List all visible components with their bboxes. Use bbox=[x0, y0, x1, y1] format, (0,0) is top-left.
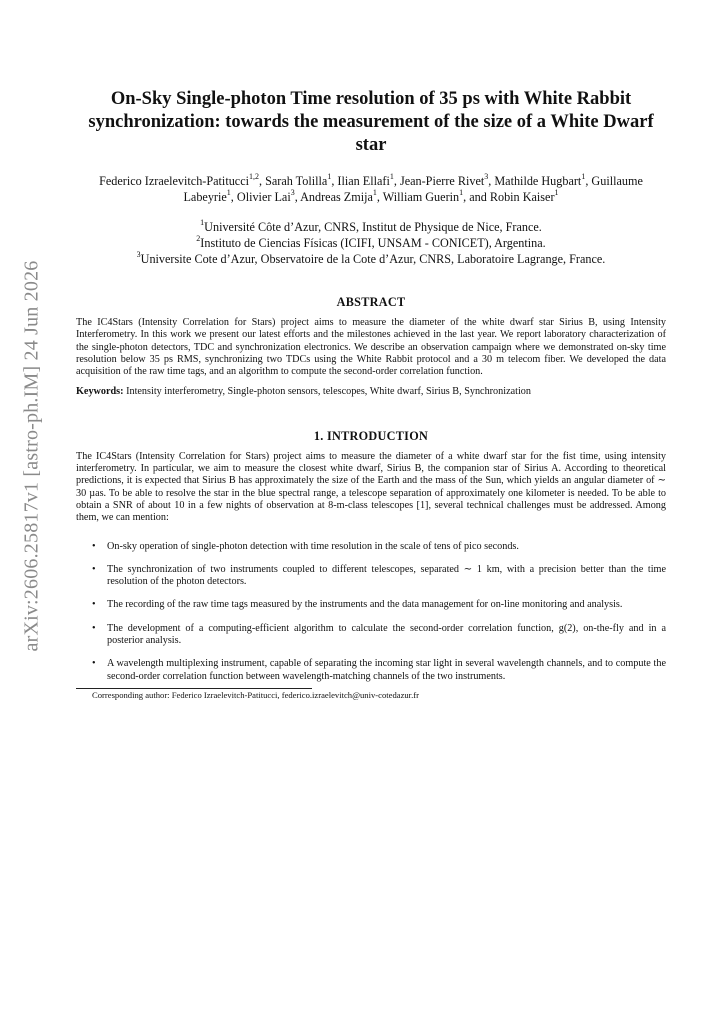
affiliation: $^2$Instituto de Ciencias Físicas (ICIFI, UNSAM - CONICET), Argentina. bbox=[196, 233, 546, 250]
author: Robin Kaiser$^1$ bbox=[489, 187, 559, 204]
bullet-icon: • bbox=[92, 563, 96, 575]
author: Federico Izraelevitch-Patitucci$^{1,2}$, bbox=[99, 171, 266, 188]
author: Jean-Pierre Rivet$^3$, bbox=[399, 171, 495, 188]
introduction-heading: 1. INTRODUCTION bbox=[313, 428, 429, 443]
author: William Guerin$^1$, and bbox=[382, 187, 490, 204]
list-item: • The recording of the raw time tags measured by the instruments and the data management for on-line monitoring and analysis. bbox=[92, 599, 623, 611]
affiliation-list bbox=[76, 219, 666, 267]
list-item: • The synchronization of two instruments coupled to different telescopes, separated ∼ 1 km, with a precision better than the time resolution of the photon detectors. bbox=[92, 563, 666, 588]
list-item: • A wavelength multiplexing instrument, capable of separating the incoming star light in several wavelength channels, and to compute the second-order correlation function between wavelength-matching channels of the two instruments. bbox=[92, 658, 666, 682]
paper-page bbox=[76, 88, 666, 701]
bullet-icon: • bbox=[92, 540, 96, 552]
list-item: • The development of a computing-efficient algorithm to calculate the second-order correlation function, g(2), on-the-fly and in a posterior analysis. bbox=[92, 622, 666, 647]
footnote-rule bbox=[76, 688, 312, 689]
affiliation: $^3$Universite Cote d’Azur, Observatoire de la Cote d’Azur, CNRS, Laboratoire Lagrange, France. bbox=[136, 249, 606, 266]
list-item: • On-sky operation of single-photon detection with time resolution in the scale of tens of pico seconds. bbox=[92, 540, 519, 552]
affiliation: $^1$Université Côte d’Azur, CNRS, Institut de Physique de Nice, France. bbox=[200, 217, 542, 234]
keywords-label: Keywords: bbox=[76, 386, 124, 398]
footnote: Corresponding author: Federico Izraelevitch-Patitucci, federico.izraelevitch@univ-cotedazur.fr bbox=[92, 689, 419, 700]
author: Sarah Tolilla$^1$, bbox=[265, 171, 338, 188]
arxiv-identifier-text: arXiv:2606.25817v1 [astro-ph.IM] 24 Jun 2026 bbox=[20, 260, 43, 652]
paper-title: On-Sky Single-photon Time resolution of 35 ps with White Rabbit synchronization: towards the measurement of the size of a White Dwarf star bbox=[88, 89, 654, 155]
author: Ilian Ellafi$^1$, bbox=[337, 171, 400, 188]
author: Olivier Lai$^3$, bbox=[236, 187, 301, 204]
author: Andreas Zmija$^1$, bbox=[300, 187, 383, 204]
author-list bbox=[82, 173, 660, 205]
abstract-heading: ABSTRACT bbox=[336, 295, 406, 309]
keywords bbox=[76, 386, 666, 398]
bullet-icon: • bbox=[92, 658, 96, 670]
introduction-text: The IC4Stars (Intensity Correlation for Stars) project aims to measure the diameter of a white dwarf star for the fist time, using intensity interferometry. In particular, we aim to measure the closest white dwarf, Sirius B, the companion star of Sirius A. According to theoretical predictions, it is expected that Sirius B has approximately the size of the Earth and the mass of the Sun, which yields an angular diameter of ∼ 30 µas. To be able to resolve the star in the blue spectral range, a telescope separation of approximately one kilometer is needed. To be able to obtain a SNR of about 10 in a few nights of observation at 8-m-class telescopes [1], several technical challenges must be addressed. Among them, we can mention: bbox=[76, 450, 666, 524]
arxiv-identifier bbox=[14, 260, 50, 652]
challenge-list bbox=[76, 541, 666, 683]
keywords-text: Intensity interferometry, Single-photon sensors, telescopes, White dwarf, Sirius B, Synchronization bbox=[126, 386, 531, 398]
author: Mathilde Hugbart$^1$, bbox=[494, 171, 592, 188]
author: Guillaume Labeyrie$^1$, bbox=[183, 174, 643, 204]
bullet-icon: • bbox=[92, 622, 96, 634]
abstract-text: The IC4Stars (Intensity Correlation for Stars) project aims to measure the diameter of the white dwarf star Sirius B, using Intensity Interferometry. In this work we present our latest efforts and the milestones achieved in the last year. We report laboratory characterization of the single-photon detectors, TDC and synchronization electronics. We describe an observation campaign where we demonstrated on-sky time resolution below 35 ps RMS, synchronizing two TDCs using the White Rabbit protocol and a 30 m telecom fiber. We developed the data acquisition of the raw time tags, and an algorithm to compute the second-order correlation function. bbox=[76, 317, 666, 378]
bullet-icon: • bbox=[92, 599, 96, 611]
